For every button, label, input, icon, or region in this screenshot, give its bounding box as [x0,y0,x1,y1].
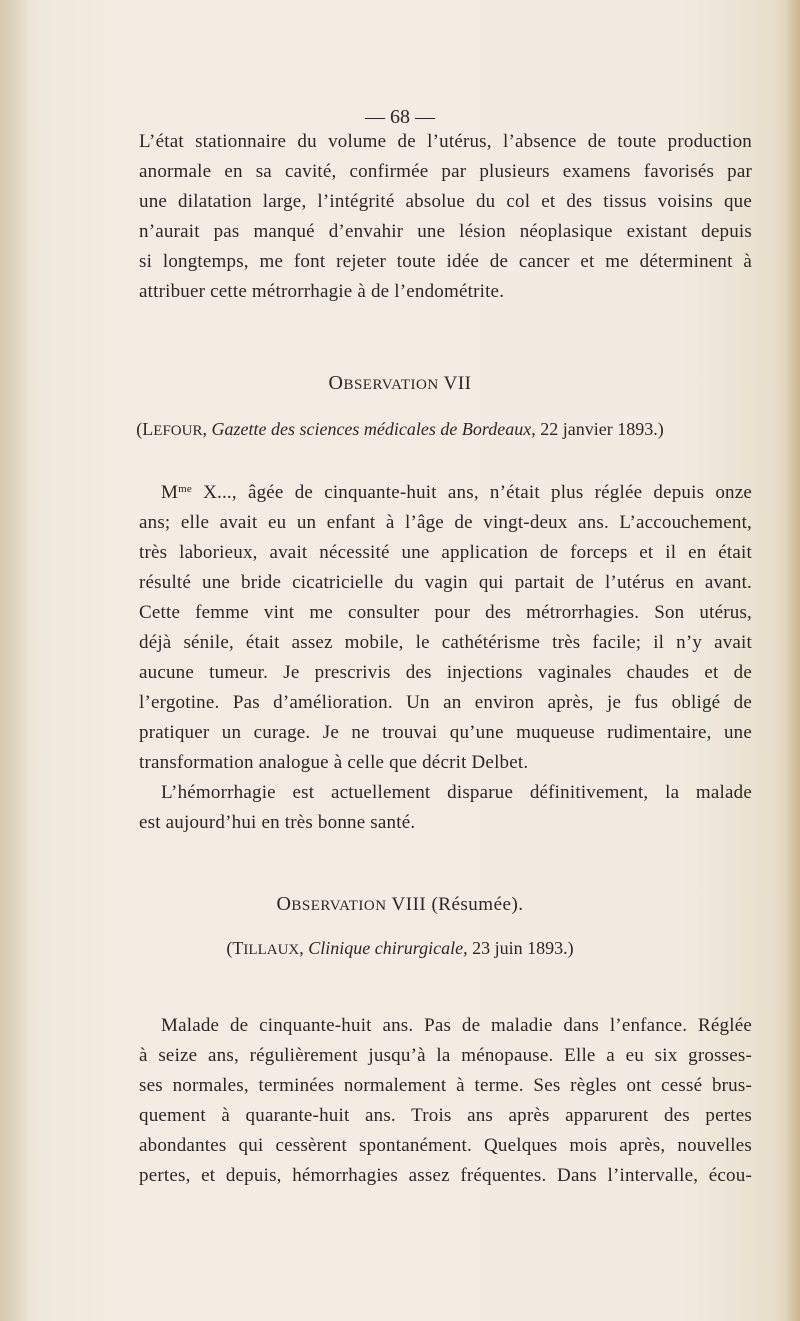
observation-7-heading: OBSERVATION VII [328,372,472,394]
journal-title: Gazette des sciences médicales de Bordeaux [211,419,532,439]
text-line: Malade de cinquante-huit ans. Pas de maladie dans l’enfance. Réglée [161,1015,752,1036]
page-number: — 68 — [365,106,435,128]
text-line: si longtemps, me font rejeter toute idée de cancer et me déterminent à [139,251,752,272]
text-line: pratiquer un curage. Je ne trouvai qu’une muqueuse rudimentaire, une [139,722,752,743]
text-line: ans; elle avait eu un enfant à l’âge de vingt-deux ans. L’accouchement, [139,512,752,533]
text-line: résulté une bride cicatricielle du vagin qui partait de l’utérus en avant. [139,572,752,593]
text-line: aucune tumeur. Je prescrivis des injections vaginales chaudes et de [139,662,752,683]
book-title: Clinique chirurgicale [308,938,464,958]
text-line: attribuer cette métrorrhagie à de l’endométrite. [139,281,505,302]
observation-7-reference: (LEFOUR, Gazette des sciences médicales de Bordeaux, 22 janvier 1893.) [136,419,664,439]
text-line: très laborieux, avait nécessité une application de forceps et il en était [139,542,752,563]
observation-7-body [139,478,752,838]
observation-8-reference: (TILLAUX, Clinique chirurgicale, 23 juin 1893.) [226,938,574,958]
text-line: déjà sénile, était assez mobile, le cathétérisme très facile; il n’y avait [139,632,752,653]
text-line: à seize ans, régulièrement jusqu’à la ménopause. Elle a eu six grosses- [139,1045,752,1066]
text-line: ses normales, terminées normalement à terme. Ses règles ont cessé brus- [139,1075,752,1096]
page-edge-right [786,0,800,1321]
text-line: $M^{me}$ X..., âgée de cinquante-huit ans, n’était plus réglée depuis onze [161,482,752,503]
text-line: quement à quarante-huit ans. Trois ans après apparurent des pertes [139,1105,752,1126]
paragraph-intro [139,127,752,307]
text-line: anormale en sa cavité, confirmée par plusieurs examens favorisés par [139,161,752,182]
text-line: pertes, et depuis, hémorrhagies assez fréquentes. Dans l’intervalle, écou- [139,1165,752,1186]
page-shadow-left [0,0,30,1321]
text-line: L’état stationnaire du volume de l’utérus, l’absence de toute production [139,131,752,152]
text-line: l’ergotine. Pas d’amélioration. Un an environ après, je fus obligé de [139,692,752,713]
text-line: n’aurait pas manqué d’envahir une lésion néoplasique existant depuis [139,221,752,242]
observation-8-body [139,1011,752,1191]
text-line: L’hémorrhagie est actuellement disparue définitivement, la malade [161,782,752,803]
text-line: abondantes qui cessèrent spontanément. Quelques mois après, nouvelles [139,1135,752,1156]
text-line: est aujourd’hui en très bonne santé. [139,812,416,833]
text-line: une dilatation large, l’intégrité absolue du col et des tissus voisins que [139,191,752,212]
text-line: Cette femme vint me consulter pour des métrorrhagies. Son utérus, [139,602,752,623]
observation-8-heading: OBSERVATION VIII (Résumée). [276,893,524,915]
text-line: transformation analogue à celle que décrit Delbet. [139,752,529,773]
